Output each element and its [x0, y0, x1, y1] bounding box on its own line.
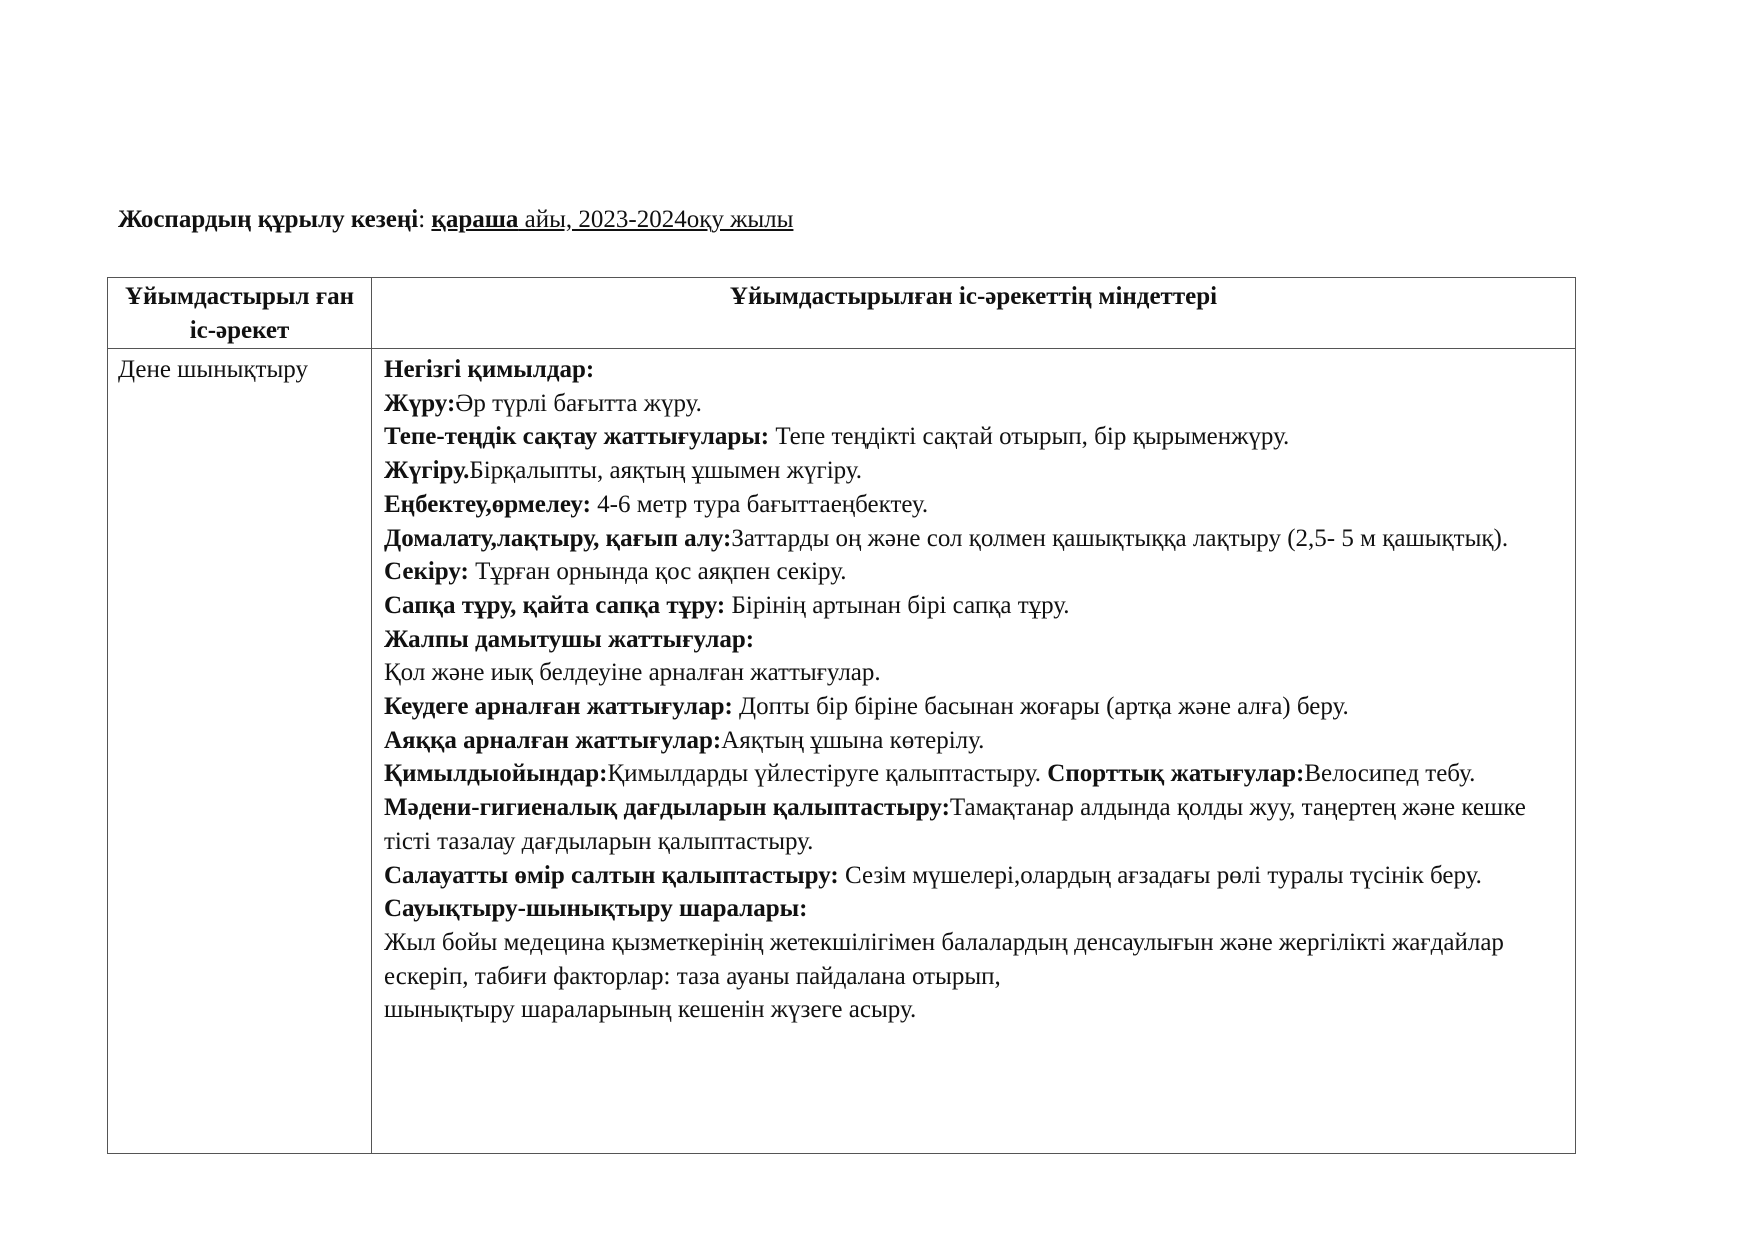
task-text: Тұрған орнында қос аяқпен секіру. [468, 558, 847, 586]
task-label: Еңбектеу,өрмелеу: [384, 490, 591, 518]
task-line [384, 589, 1569, 623]
task-label: Сауықтыру-шынықтыру шаралары: [384, 895, 808, 923]
task-line [384, 757, 1569, 791]
task-label: Салауатты өмір салтын қалыптастыру: [384, 861, 839, 889]
task-label: Тепе-теңдік сақтау жаттығулары: [384, 423, 770, 451]
column-header-activity: Ұйымдастырыл ған іс-әрекет [108, 278, 372, 349]
task-line [384, 656, 1569, 690]
task-line [384, 454, 1569, 488]
task-line [384, 926, 1569, 993]
task-line [384, 724, 1569, 758]
activity-cell: Дене шынықтыру [108, 349, 372, 1154]
task-label: Мәдени-гигиеналық дағдыларын қалыптастыру: [384, 794, 950, 822]
task-label: Сапқа тұру, қайта сапқа тұру: [384, 591, 726, 619]
tasks-cell [372, 349, 1576, 1154]
task-line [384, 555, 1569, 589]
task-text: Бірқалыпты, аяқтың ұшымен жүгіру. [469, 457, 863, 485]
plan-period-line [118, 203, 793, 237]
task-text: шынықтыру шараларының кешенін жүзеге асыру. [384, 996, 917, 1024]
task-label: Жүру: [384, 389, 456, 417]
task-line [384, 488, 1569, 522]
task-label: Спорттық жатығулар: [1047, 760, 1305, 788]
task-text: Қол және иық белдеуіне арналған жаттығулар. [384, 659, 881, 687]
task-text: Тамақтанар алдында қолды жуу, таңертең және кешке тісті тазалау дағдыларын қалыптастыру. [384, 794, 1526, 855]
plan-period-label: Жоспардың құрылу кезеңі [118, 206, 419, 233]
task-text: Аяқтың ұшына көтерілу. [721, 726, 985, 754]
task-line [384, 993, 1569, 1027]
task-text: Бірінің артынан бірі сапқа тұру. [725, 591, 1070, 619]
task-text: Велосипед тебу. [1304, 760, 1476, 788]
plan-period-colon: : [418, 206, 432, 233]
task-label: Секіру: [384, 558, 469, 586]
task-text: Әр түрлі бағытта жүру. [455, 389, 702, 417]
plan-period-year: айы, 2023-2024оқу жылы [518, 206, 794, 233]
task-text: Қимылдарды үйлестіруге қалыптастыру. [607, 760, 1048, 788]
plan-period-month: қараша [431, 206, 519, 233]
task-text: 4-6 метр тура бағыттаеңбектеу. [590, 490, 929, 518]
task-label: Негізгі қимылдар: [384, 356, 595, 383]
task-label: Аяққа арналған жаттығулар: [384, 726, 722, 754]
task-label: Кеудеге арналған жаттығулар: [384, 693, 733, 721]
table-header-row [108, 278, 1576, 349]
task-label: Қимылдыойындар: [384, 760, 608, 788]
task-line [384, 353, 1569, 387]
column-header-tasks: Ұйымдастырылған іс-әрекеттің міндеттері [372, 278, 1576, 349]
task-text: Тепе теңдікті сақтай отырып, бір қырыменжүру. [769, 423, 1290, 451]
task-text: Допты бір біріне басынан жоғары (артқа және алға) беру. [732, 693, 1349, 721]
task-line [384, 791, 1569, 858]
task-line [384, 690, 1569, 724]
task-line [384, 623, 1569, 657]
task-text: Жыл бойы медецина қызметкерінің жетекшілігімен балалардың денсаулығын және жергілікті жағдайлар ескеріп, табиғи факторлар: таза ауаны пайдалана отырып, [384, 928, 1504, 990]
task-line [384, 859, 1569, 893]
task-label: Домалату,лақтыру, қағып алу: [384, 524, 732, 552]
table-row [108, 349, 1576, 1154]
task-line [384, 892, 1569, 926]
task-line [384, 387, 1569, 421]
task-label: Жалпы дамытушы жаттығулар: [384, 625, 755, 653]
task-line [384, 420, 1569, 454]
plan-table [107, 277, 1576, 1154]
task-line [384, 522, 1569, 556]
task-text: Сезім мүшелері,олардың ағзадағы рөлі туралы түсінік беру. [838, 861, 1482, 889]
task-label: Жүгіру. [384, 457, 470, 485]
task-text: Заттарды оң және сол қолмен қашықтыққа лақтыру (2,5- 5 м қашықтық). [731, 524, 1509, 552]
